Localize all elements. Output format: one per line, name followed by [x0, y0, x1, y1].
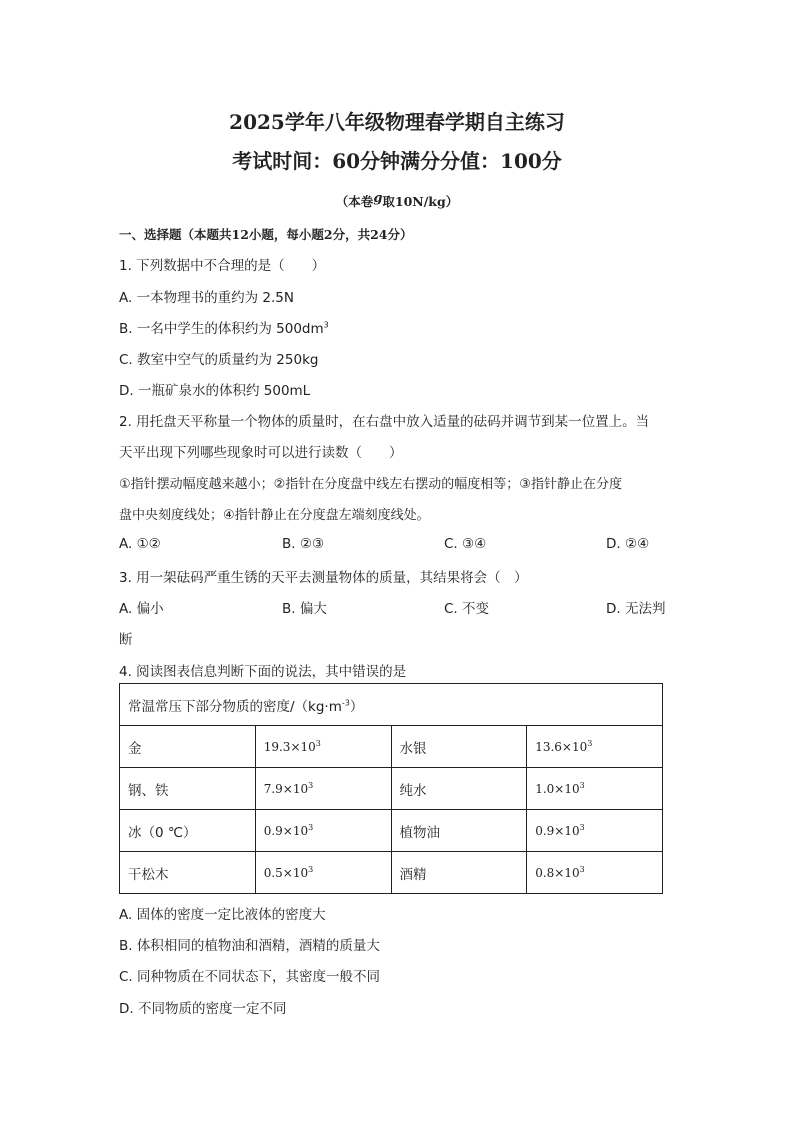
q3-option-d-continued: 断 [119, 632, 133, 648]
substance-cell: 干松木 [120, 852, 256, 894]
note-suffix: 取10N/kg） [382, 194, 459, 209]
document-title: 2025学年八年级物理春学期自主练习 [229, 110, 565, 134]
substance-cell: 钢、铁 [120, 768, 256, 810]
q3-option-c: C. 不变 [444, 601, 490, 617]
density-table [119, 683, 663, 894]
section-heading: 一、选择题（本题共12小题，每小题2分，共24分） [119, 227, 413, 242]
q2-option-a: A. ①② [119, 536, 161, 552]
g-value-note [0, 192, 794, 210]
q1-option-b-text: B. 一名中学生的体积约为 500dm [119, 321, 324, 337]
g-symbol: g [373, 191, 383, 206]
table-row [120, 726, 663, 768]
substance-cell: 酒精 [391, 852, 527, 894]
density-cell [527, 726, 663, 768]
density-value: 13.6×10 [535, 739, 588, 754]
q2-option-d: D. ②④ [606, 536, 650, 552]
table-caption-text: 常温常压下部分物质的密度/（kg·m [128, 698, 342, 715]
density-exp: 3 [308, 780, 314, 790]
substance-cell: 植物油 [391, 810, 527, 852]
q2-stem-line2: 天平出现下列哪些现象时可以进行读数（ ） [119, 445, 403, 461]
density-cell [255, 810, 391, 852]
density-value: 0.9×10 [535, 823, 580, 838]
density-exp: 3 [308, 864, 314, 874]
density-exp: 3 [587, 738, 593, 748]
density-value: 0.5×10 [263, 865, 309, 880]
q2-desc-line2: 盘中央刻度线处；④指针静止在分度盘左端刻度线处。 [119, 508, 430, 523]
density-exp: 3 [579, 822, 585, 832]
density-cell [527, 768, 663, 810]
substance-cell: 水银 [391, 726, 527, 768]
note-prefix: （本卷 [335, 194, 374, 209]
table-row [120, 852, 663, 894]
density-cell [527, 810, 663, 852]
q1-option-b [119, 317, 329, 337]
q1-option-c: C. 教室中空气的质量约为 250kg [119, 352, 319, 368]
exam-info: 考试时间：60分钟满分分值：100分 [232, 149, 562, 173]
table-row [120, 810, 663, 852]
table-caption-sup: -3 [341, 698, 350, 707]
table-caption-end: ） [349, 698, 364, 715]
q1-option-a: A. 一本物理书的重约为 2.5N [119, 290, 294, 306]
q3-option-b: B. 偏大 [282, 601, 327, 617]
density-cell [255, 768, 391, 810]
density-value: 0.8×10 [535, 865, 580, 880]
q4-option-d: D. 不同物质的密度一定不同 [119, 1001, 287, 1017]
density-cell [255, 852, 391, 894]
q3-stem: 3. 用一架砝码严重生锈的天平去测量物体的质量，其结果将会（ ） [119, 570, 528, 586]
density-value: 0.9×10 [263, 823, 309, 838]
substance-cell: 金 [120, 726, 256, 768]
density-exp: 3 [308, 822, 314, 832]
density-cell [255, 726, 391, 768]
q4-option-a: A. 固体的密度一定比液体的密度大 [119, 907, 326, 923]
density-exp: 3 [579, 780, 585, 790]
q1-option-b-sup: 3 [323, 320, 329, 330]
q1-stem: 1. 下列数据中不合理的是（ ） [119, 258, 326, 274]
q3-option-a: A. 偏小 [119, 601, 164, 617]
substance-cell: 冰（0 ℃） [120, 810, 256, 852]
table-row [120, 768, 663, 810]
density-cell [527, 852, 663, 894]
density-value: 7.9×10 [263, 781, 309, 796]
q2-option-c: C. ③④ [444, 536, 487, 552]
density-exp: 3 [315, 738, 321, 748]
q1-option-d: D. 一瓶矿泉水的体积约 500mL [119, 383, 311, 399]
q3-option-d: D. 无法判 [606, 601, 666, 617]
table-caption [120, 684, 663, 726]
q4-option-b: B. 体积相同的植物油和酒精，酒精的质量大 [119, 938, 380, 954]
density-exp: 3 [579, 864, 585, 874]
substance-cell: 纯水 [391, 768, 527, 810]
table-caption-row [120, 684, 663, 726]
q4-stem: 4. 阅读图表信息判断下面的说法，其中错误的是 [119, 664, 407, 680]
q2-option-b: B. ②③ [282, 536, 325, 552]
q4-option-c: C. 同种物质在不同状态下，其密度一般不同 [119, 969, 381, 985]
q2-desc-line1: ①指针摆动幅度越来越小；②指针在分度盘中线左右摆动的幅度相等；③指针静止在分度 [119, 477, 622, 492]
density-value: 19.3×10 [263, 739, 316, 754]
density-value: 1.0×10 [535, 781, 580, 796]
q2-stem-line1: 2. 用托盘天平称量一个物体的质量时，在右盘中放入适量的砝码并调节到某一位置上。当 [119, 414, 650, 430]
